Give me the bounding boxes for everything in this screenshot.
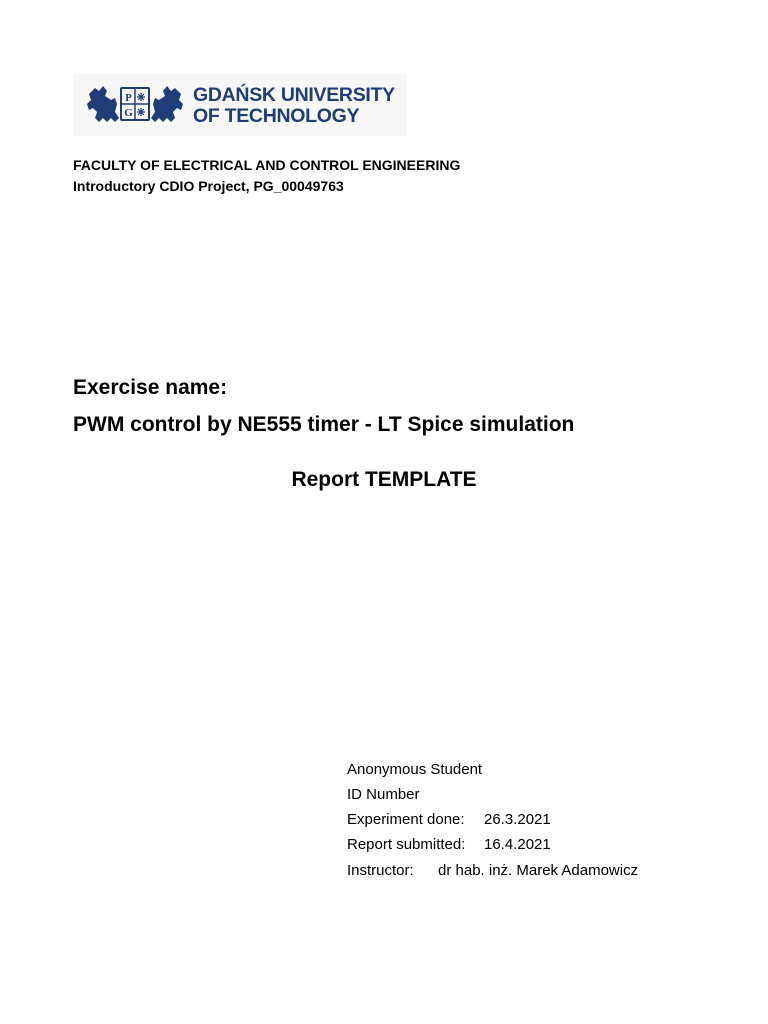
emblem-letter-g: G [124,107,133,119]
exercise-name: PWM control by NE555 timer - LT Spice simulation [73,413,575,436]
student-name: Anonymous Student [347,761,483,778]
university-emblem-icon [85,82,185,128]
report-submitted-date: 16.4.2021 [484,836,551,853]
university-name-line1: GDAŃSK UNIVERSITY [193,84,395,106]
project-name: Introductory CDIO Project, PG_00049763 [73,178,344,194]
faculty-name: FACULTY OF ELECTRICAL AND CONTROL ENGINEERING [73,157,461,173]
instructor-label: Instructor: [347,862,414,879]
university-name [193,85,395,127]
id-number: ID Number [347,786,420,803]
experiment-done-label: Experiment done: [347,811,465,828]
experiment-done-date: 26.3.2021 [484,811,551,828]
instructor-name: dr hab. inż. Marek Adamowicz [438,862,639,879]
exercise-label: Exercise name: [73,376,228,399]
university-logo [73,74,407,136]
emblem-letter-p: P [125,92,132,104]
report-submitted-label: Report submitted: [347,836,466,853]
university-name-line2: OF TECHNOLOGY [193,105,360,127]
report-title: Report TEMPLATE [291,468,477,491]
